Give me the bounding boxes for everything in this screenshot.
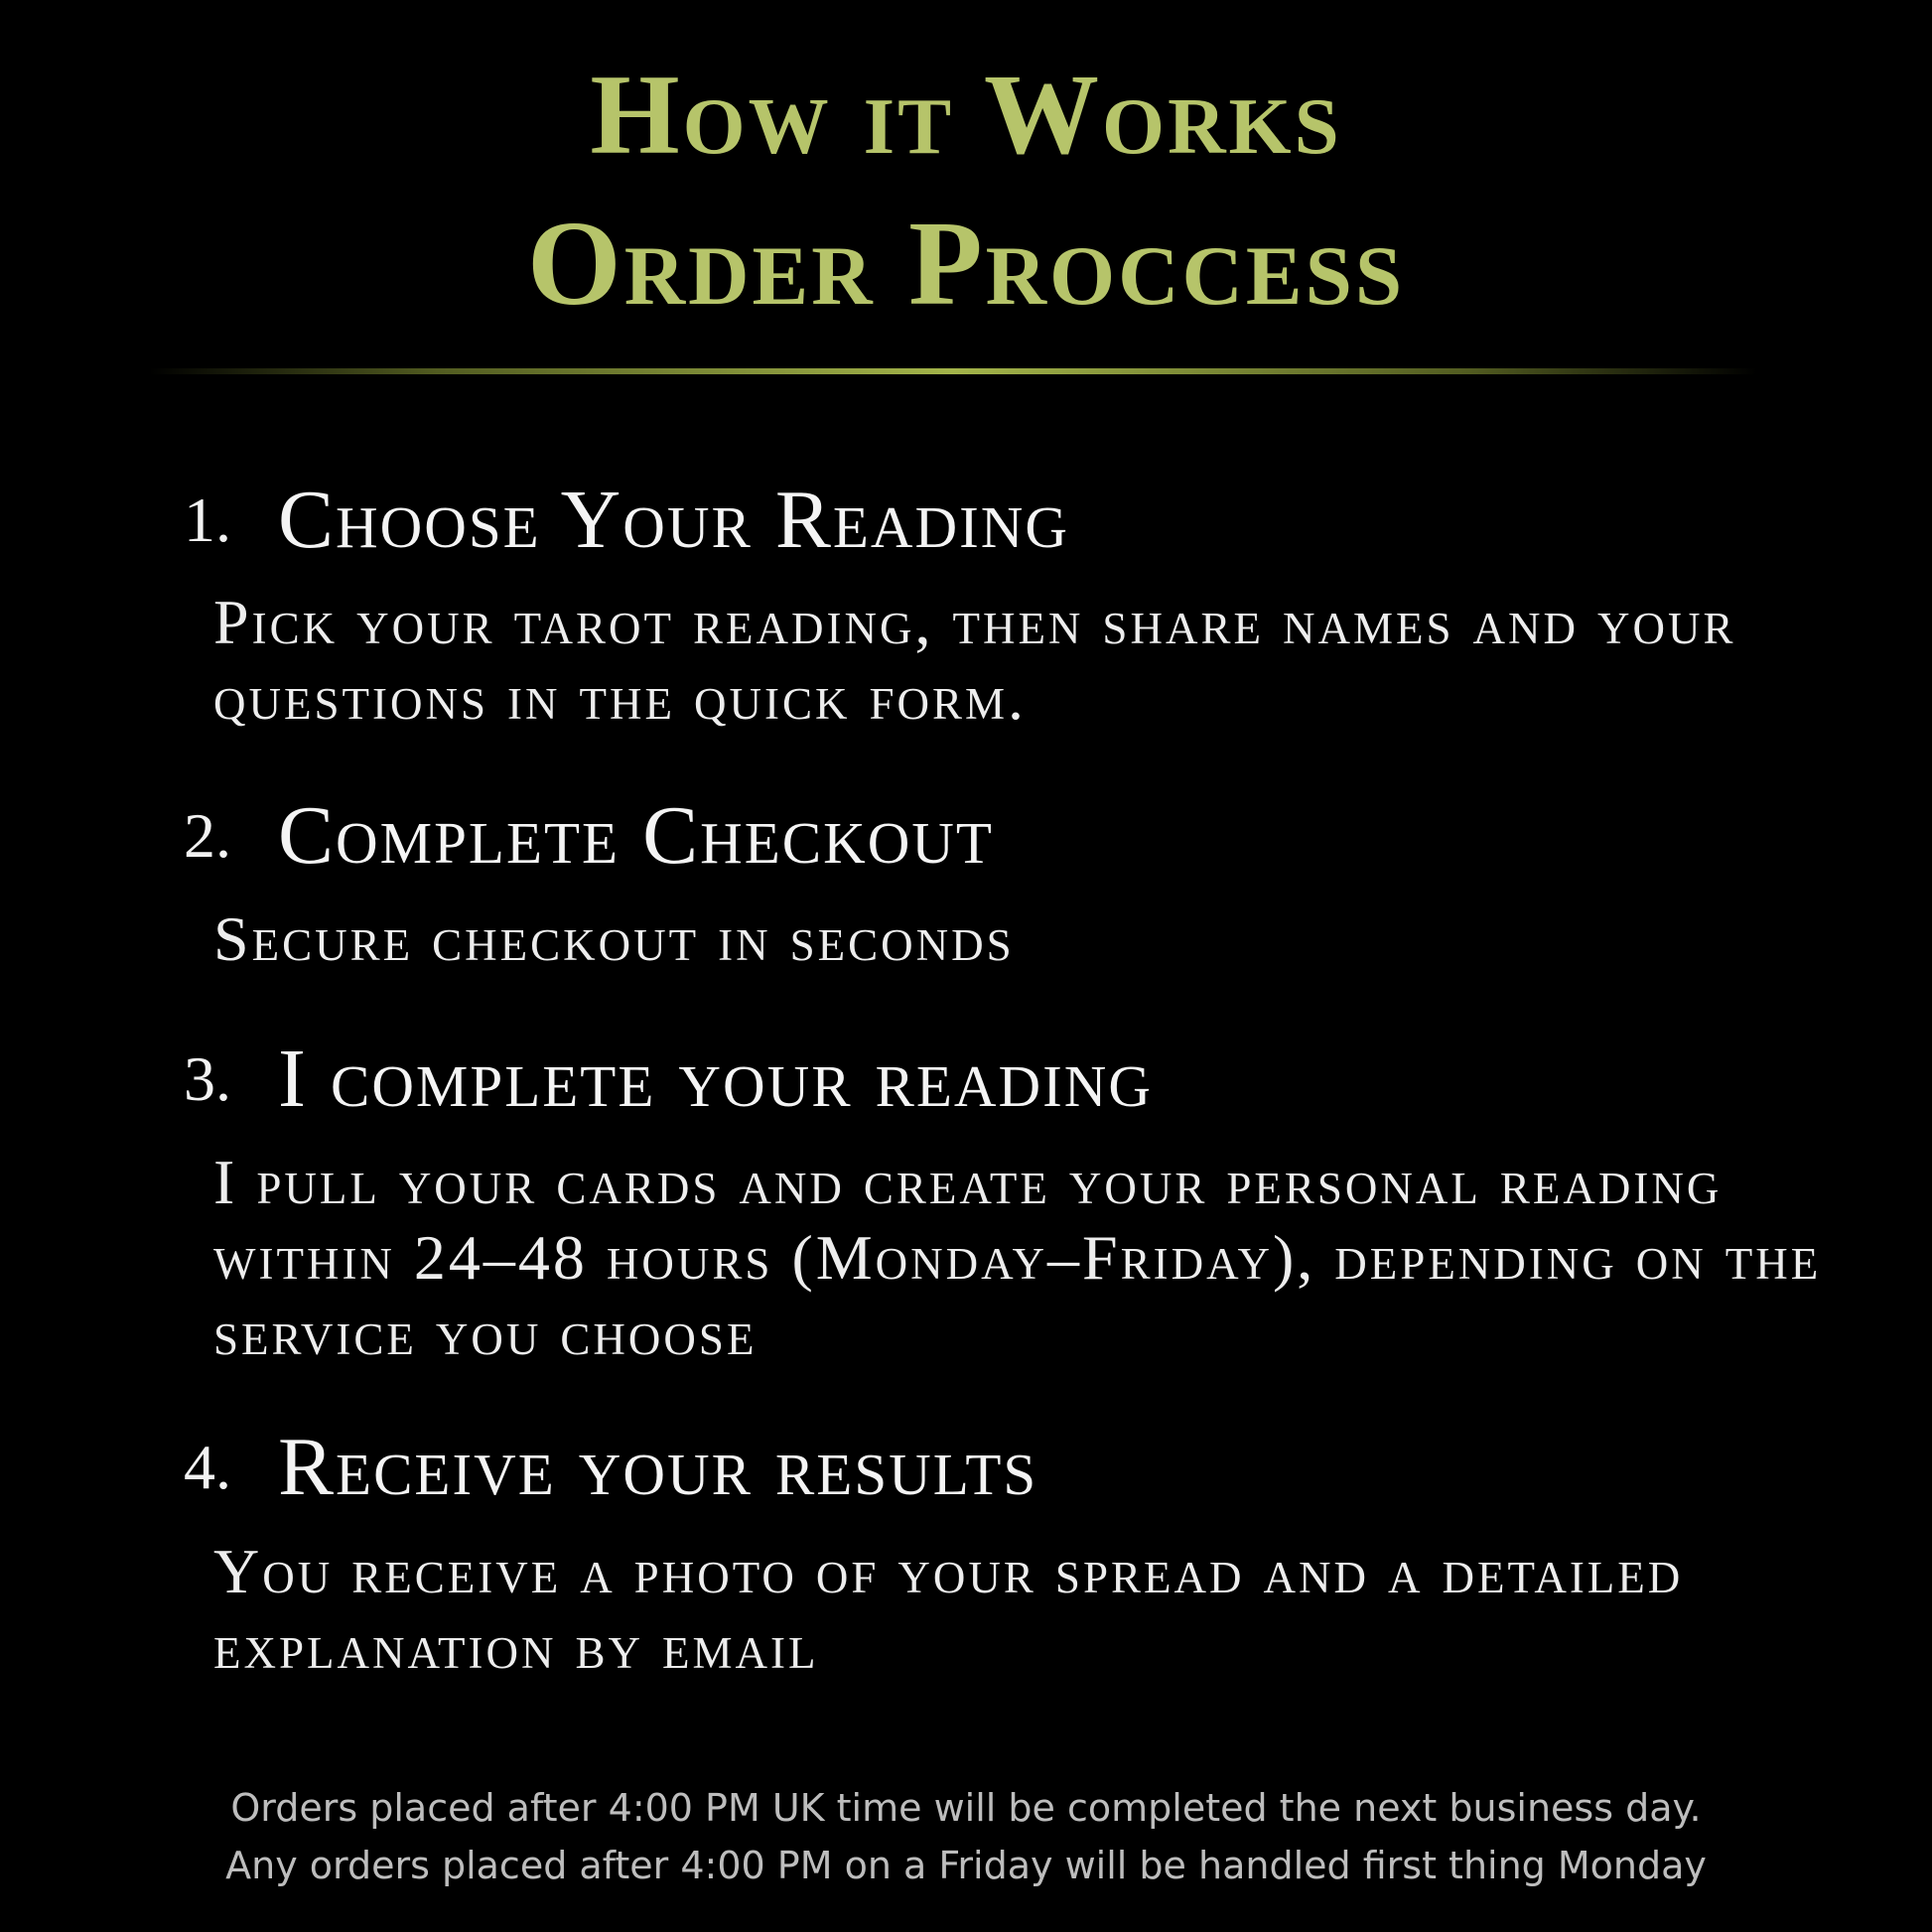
step-2-title: Complete Checkout xyxy=(278,789,994,882)
page-subtitle: Order Proccess xyxy=(526,197,1406,331)
step-3-description: I pull your cards and create your personal reading within 24–48 hours (Monday–Friday), depending on the service you choose xyxy=(213,1147,1822,1368)
title-divider xyxy=(149,368,1757,374)
step-1-title: Choose Your Reading xyxy=(278,474,1069,566)
footer-note-line-1: Orders placed after 4:00 PM UK time will be completed the next business day. xyxy=(230,1786,1702,1830)
step-3-title: I complete your reading xyxy=(278,1033,1154,1125)
step-2-number: 2. xyxy=(184,800,231,871)
step-4-description: You receive a photo of your spread and a detailed explanation by email xyxy=(213,1536,1684,1682)
step-1-description: Pick your tarot reading, then share names and your questions in the quick form. xyxy=(213,587,1736,733)
page-title: How it Works xyxy=(590,52,1342,179)
step-1-number: 1. xyxy=(184,484,231,555)
step-2-description: Secure checkout in seconds xyxy=(213,903,1015,974)
step-4-number: 4. xyxy=(184,1432,231,1502)
step-4-title: Receive your results xyxy=(278,1421,1038,1513)
step-3-number: 3. xyxy=(184,1043,231,1114)
footer-note-line-2: Any orders placed after 4:00 PM on a Friday will be handled first thing Monday xyxy=(225,1844,1707,1887)
